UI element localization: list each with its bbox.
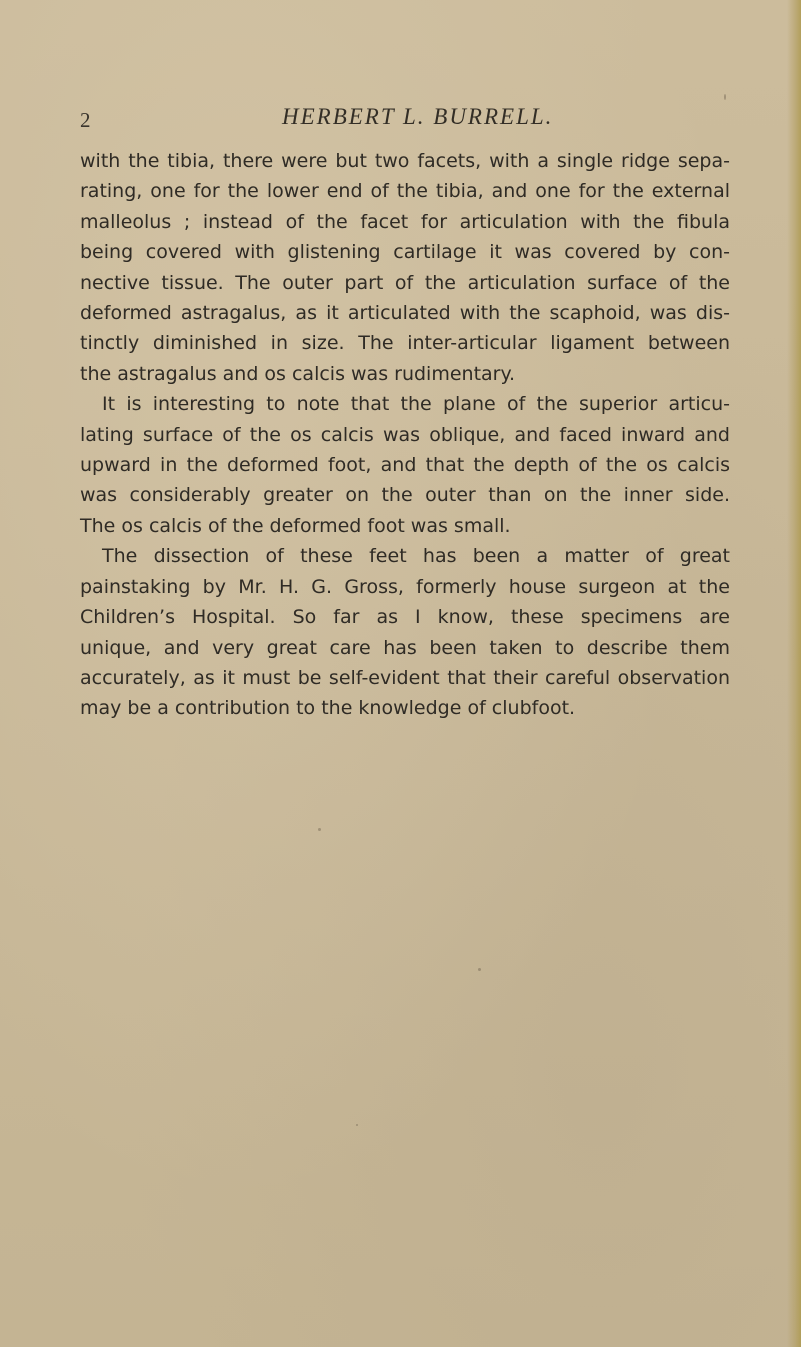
paper-speck bbox=[724, 94, 726, 100]
text-line: It is interesting to note that the plane of the superior articu- bbox=[102, 393, 730, 416]
running-head bbox=[0, 104, 801, 138]
body-text bbox=[80, 146, 730, 724]
text-line: lating surface of the os calcis was oblique, and faced inward and bbox=[80, 423, 730, 446]
text-line: The os calcis of the deformed foot was small. bbox=[80, 514, 511, 537]
text-line: accurately, as it must be self-evident that their careful observation bbox=[80, 666, 730, 689]
text-line: rating, one for the lower end of the tibia, and one for the external bbox=[80, 180, 730, 203]
page-number: 2 bbox=[80, 108, 91, 132]
text-line: being covered with glistening cartilage it was covered by con- bbox=[80, 241, 730, 264]
text-line: with the tibia, there were but two facets, with a single ridge sepa- bbox=[80, 150, 730, 172]
paper-speck bbox=[356, 1124, 358, 1126]
text-line: nective tissue. The outer part of the articulation surface of the bbox=[80, 271, 730, 294]
text-line: the astragalus and os calcis was rudimentary. bbox=[80, 362, 516, 385]
text-line: unique, and very great care has been taken to describe them bbox=[80, 636, 730, 659]
text-line: was considerably greater on the outer than on the inner side. bbox=[80, 484, 730, 507]
text-line: upward in the deformed foot, and that the depth of the os calcis bbox=[80, 454, 730, 477]
paper-speck bbox=[318, 828, 321, 831]
text-line: deformed astragalus, as it articulated with the scaphoid, was dis- bbox=[80, 302, 730, 325]
page-edge-shadow bbox=[787, 0, 801, 1347]
paper-speck bbox=[478, 968, 481, 971]
text-line: malleolus ; instead of the facet for articulation with the fibula bbox=[80, 210, 730, 233]
text-line: Children’s Hospital. So far as I know, these specimens are bbox=[80, 606, 730, 629]
text-line: The dissection of these feet has been a matter of great bbox=[102, 545, 730, 568]
running-title: HERBERT L. BURRELL. bbox=[282, 104, 554, 129]
text-line: may be a contribution to the knowledge of clubfoot. bbox=[80, 697, 576, 720]
text-line: painstaking by Mr. H. G. Gross, formerly house surgeon at the bbox=[80, 575, 730, 598]
text-line: tinctly diminished in size. The inter-articular ligament between bbox=[80, 332, 730, 355]
